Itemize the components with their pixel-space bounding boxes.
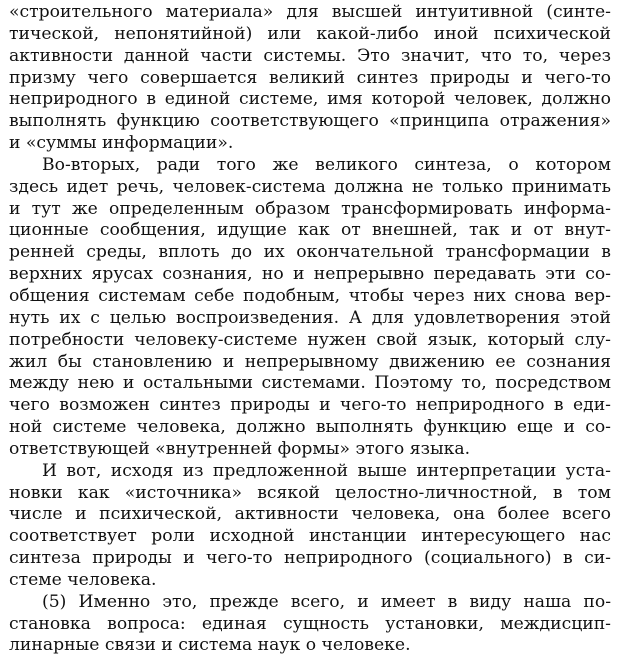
paragraph-1 — [9, 2, 611, 155]
text-line: ответствующей «внутренней формы» этого языка. — [9, 438, 471, 459]
text-line: призму чего совершается великий синтез природы и чего-то — [9, 67, 611, 88]
text-line: неприродного в единой системе, имя которой человек, должно — [9, 89, 611, 110]
text-line: соответствует роли исходной инстанции интересующего нас — [9, 526, 611, 547]
text-line: верхних ярусах сознания, но и непрерывно передавать эти со- — [9, 264, 611, 285]
text-line: стеме человека. — [9, 569, 157, 590]
text-line: новки как «источника» всякой целостно-личностной, в том — [9, 482, 611, 503]
text-line: общения системам себе подобным, чтобы через них снова вер- — [9, 285, 611, 306]
text-line: становка вопроса: единая сущность установки, междисцип- — [9, 613, 611, 634]
text-line: потребности человеку-системе нужен свой язык, который слу- — [9, 329, 611, 350]
text-line: ционные сообщения, идущие как от внешней, так и от внут- — [9, 220, 611, 241]
paragraph-4 — [9, 592, 611, 657]
text-line: синтеза природы и чего-то неприродного (социального) в си- — [9, 548, 611, 569]
text-line: здесь идет речь, человек-система должна не только принимать — [9, 176, 611, 197]
text-line: между нею и остальными системами. Поэтому то, посредством — [9, 373, 611, 394]
text-line: чего возможен синтез природы и чего-то неприродного в еди- — [9, 395, 611, 416]
text-line: активности данной части системы. Это значит, что то, через — [9, 45, 611, 66]
paragraph-3 — [9, 461, 611, 592]
text-line: и «суммы информации». — [9, 133, 234, 154]
text-line: нуть их с целью воспроизведения. А для удовлетворения этой — [9, 307, 611, 328]
text-line: ной системе человека, должно выполнять функцию еще и со- — [9, 417, 611, 438]
text-line: выполнять функцию соответствующего «принципа отражения» — [9, 111, 611, 132]
paragraph-2 — [9, 155, 611, 461]
text-line: тической, непонятийной) или какой-либо иной психической — [9, 23, 611, 44]
text-line: И вот, исходя из предложенной выше интерпретации уста- — [42, 460, 611, 481]
text-line: Во-вторых, ради того же великого синтеза, о котором — [42, 154, 611, 175]
text-line: ренней среды, вплоть до их окончательной трансформации в — [9, 242, 611, 263]
text-line: жил бы становлению и непрерывному движению ее сознания — [9, 351, 611, 372]
text-line: числе и психической, активности человека, она более всего — [9, 504, 611, 525]
text-line: и тут же определенным образом трансформировать информа- — [9, 198, 611, 219]
text-line: (5) Именно это, прежде всего, и имеет в виду наша по- — [42, 591, 611, 612]
text-line: линарные связи и система наук о человеке. — [9, 635, 411, 656]
text-line: «строительного материала» для высшей интуитивной (синте- — [9, 2, 611, 22]
